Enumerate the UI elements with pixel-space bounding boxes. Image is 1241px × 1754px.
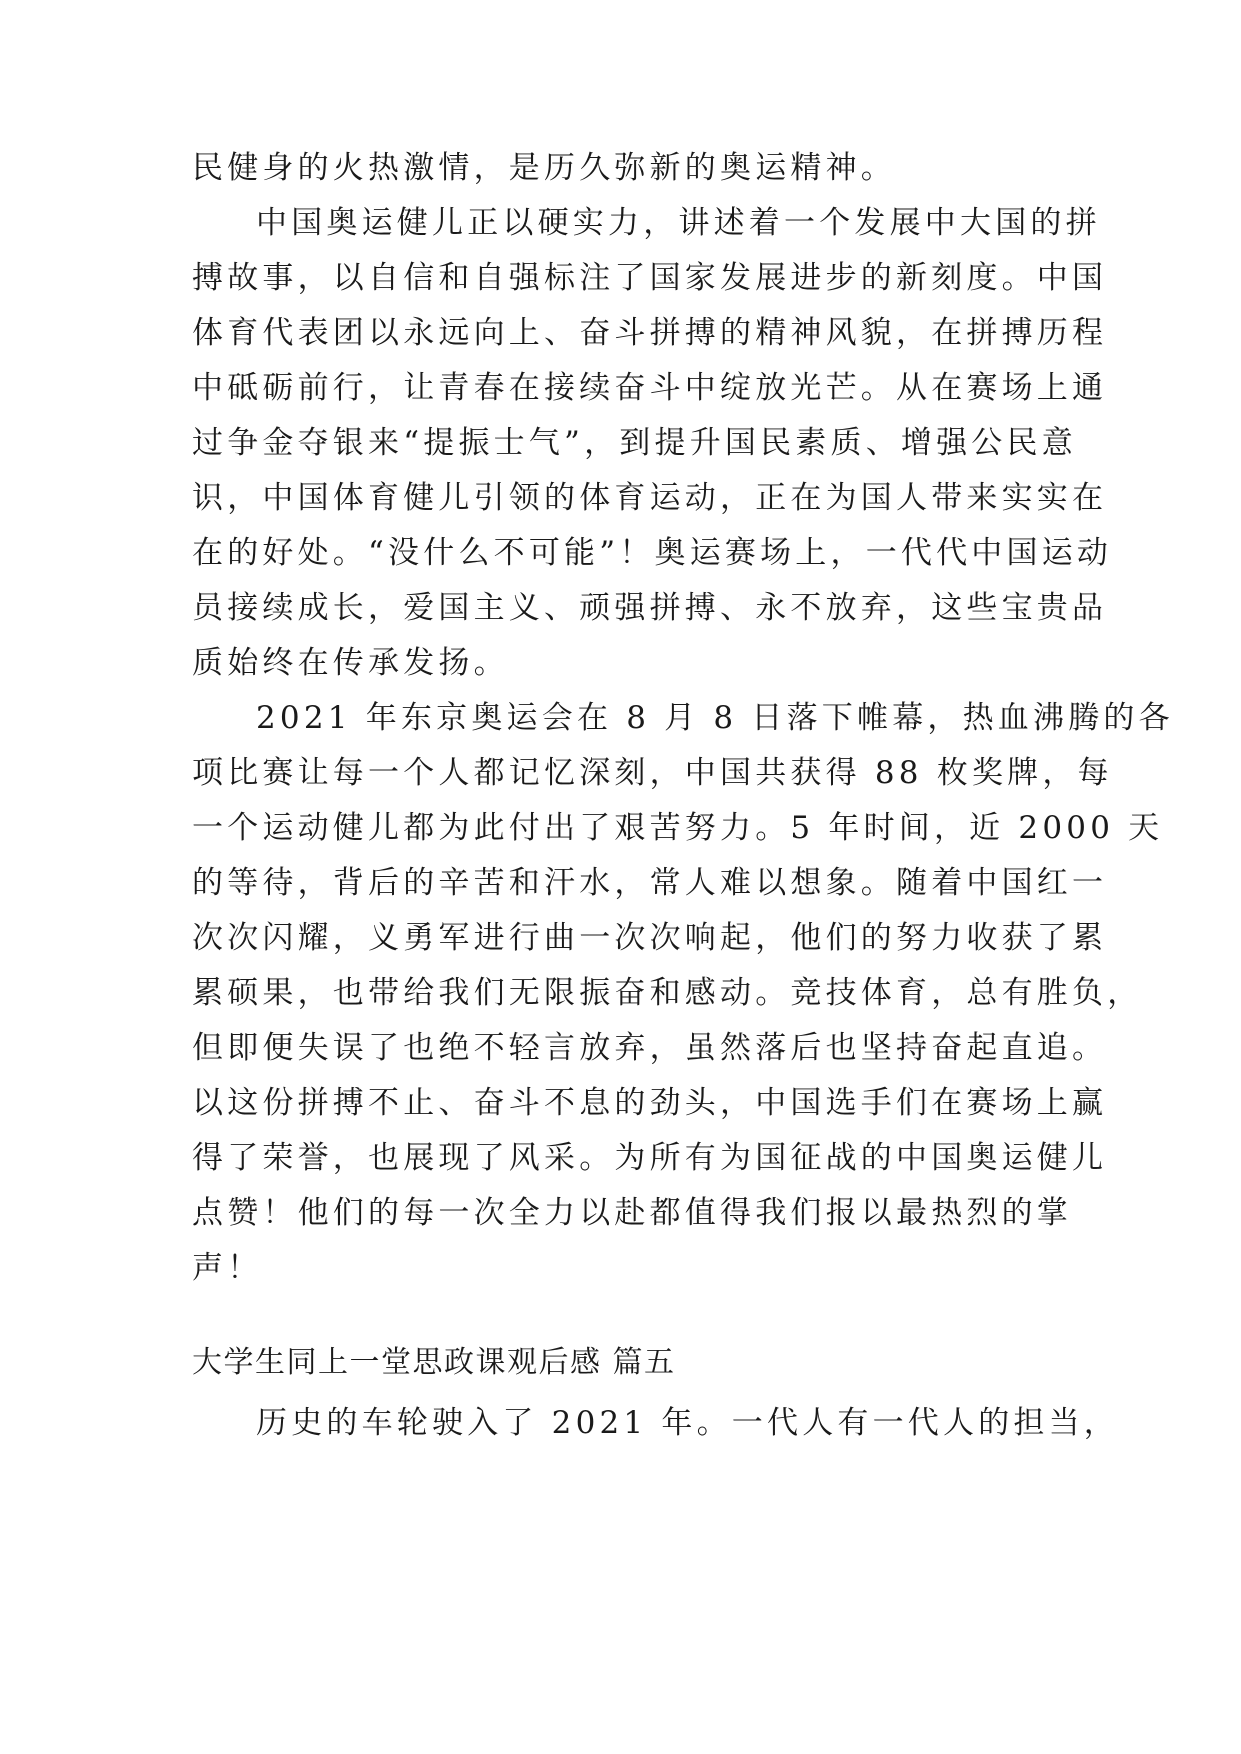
section-heading: 大学生同上一堂思政课观后感 篇五 — [192, 1345, 676, 1380]
paragraph-start-line: 历史的车轮驶入了 2021 年。一代人有一代人的担当， — [256, 1405, 1119, 1441]
text-line: 但即便失误了也绝不轻言放弃，虽然落后也坚持奋起直追。 — [192, 1030, 1108, 1066]
text-line: 过争金夺银来“提振士气”，到提升国民素质、增强公民意 — [192, 425, 1077, 461]
text-line: 识，中国体育健儿引领的体育运动，正在为国人带来实实在 — [192, 480, 1108, 516]
text-line: 点赞！他们的每一次全力以赴都值得我们报以最热烈的掌 — [192, 1195, 1072, 1231]
text-line: 声！ — [192, 1250, 263, 1286]
text-line: 得了荣誉，也展现了风采。为所有为国征战的中国奥运健儿 — [192, 1140, 1108, 1176]
text-line: 项比赛让每一个人都记忆深刻，中国共获得 88 枚奖牌，每 — [192, 755, 1113, 791]
text-line: 民健身的火热激情，是历久弥新的奥运精神。 — [192, 150, 896, 186]
text-line: 一个运动健儿都为此付出了艰苦努力。5 年时间，近 2000 天 — [192, 810, 1164, 846]
text-line: 体育代表团以永远向上、奋斗拼搏的精神风貌，在拼搏历程 — [192, 315, 1108, 351]
text-line: 员接续成长，爱国主义、顽强拼搏、永不放弃，这些宝贵品 — [192, 590, 1108, 626]
text-line: 的等待，背后的辛苦和汗水，常人难以想象。随着中国红一 — [192, 865, 1108, 901]
text-line: 质始终在传承发扬。 — [192, 645, 509, 681]
paragraph-start-line: 中国奥运健儿正以硬实力，讲述着一个发展中大国的拼 — [256, 205, 1101, 241]
text-line: 在的好处。“没什么不可能”！奥运赛场上，一代代中国运动 — [192, 535, 1113, 571]
text-line: 次次闪耀，义勇军进行曲一次次响起，他们的努力收获了累 — [192, 920, 1108, 956]
text-line: 搏故事，以自信和自强标注了国家发展进步的新刻度。中国 — [192, 260, 1108, 296]
text-line: 中砥砺前行，让青春在接续奋斗中绽放光芒。从在赛场上通 — [192, 370, 1108, 406]
paragraph-start-line: 2021 年东京奥运会在 8 月 8 日落下帷幕，热血沸腾的各 — [256, 700, 1174, 736]
text-line: 累硕果，也带给我们无限振奋和感动。竞技体育，总有胜负， — [192, 975, 1143, 1011]
text-line: 以这份拼搏不止、奋斗不息的劲头，中国选手们在赛场上赢 — [192, 1085, 1108, 1121]
